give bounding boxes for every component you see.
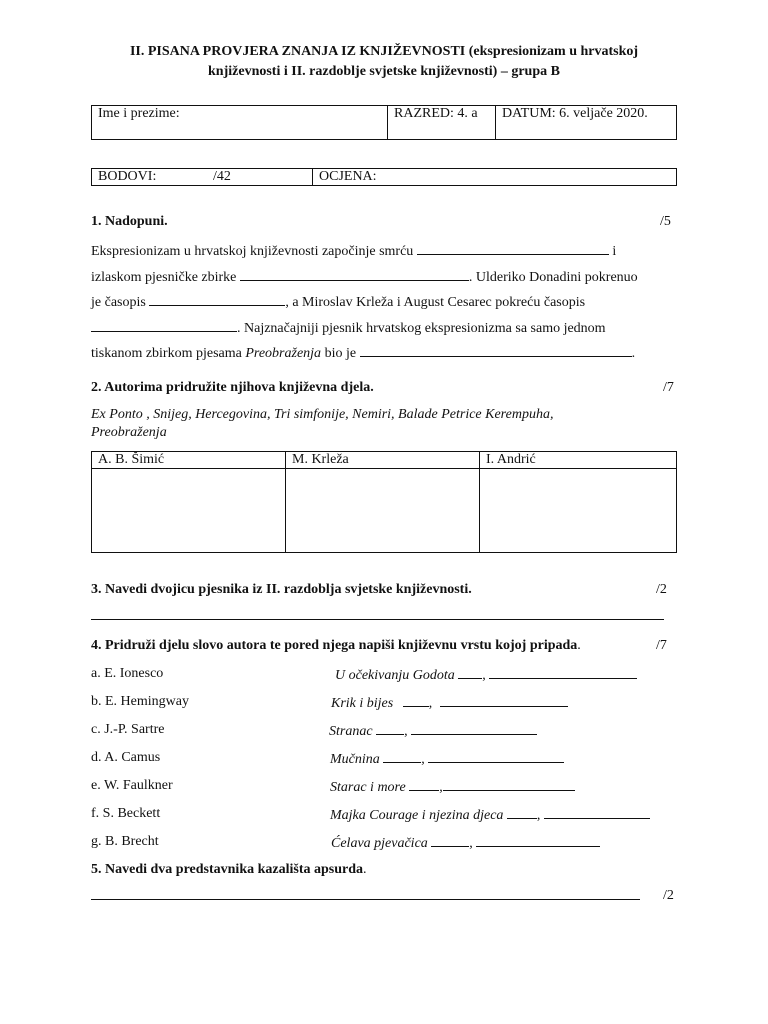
q4-work-row-e: Starac i more , <box>330 777 575 797</box>
q4-work-row-g: Ćelava pjevačica , <box>331 833 600 853</box>
q1-title: 1. Nadopuni. <box>91 214 168 229</box>
q2-title: 2. Autorima pridružite njihova književna djela. <box>91 380 374 395</box>
q3-title: 3. Navedi dvojicu pjesnika iz II. razdoblja svjetske književnosti. <box>91 582 472 597</box>
name-cell[interactable] <box>92 106 388 140</box>
points-max: /42 <box>213 169 231 184</box>
q1-blank-2[interactable] <box>240 267 469 281</box>
q1-line-1: Ekspresionizam u hrvatskoj književnosti započinje smrću i <box>91 241 616 261</box>
q4-genre-blank-a[interactable] <box>489 665 637 679</box>
q4-genre-blank-d[interactable] <box>428 749 564 763</box>
q2-points: /7 <box>663 380 674 395</box>
date-cell <box>496 106 677 140</box>
q4-author-a: a. E. Ionesco <box>91 666 164 681</box>
date-label: DATUM: 6. veljače 2020. <box>502 106 648 121</box>
q4-points: /7 <box>656 638 667 653</box>
class-label: RAZRED: 4. a <box>394 106 478 121</box>
q4-work-row-a: U očekivanju Godota , <box>335 665 637 685</box>
q4-genre-blank-c[interactable] <box>411 721 537 735</box>
q2-col-krleza: M. Krleža <box>286 452 480 469</box>
q4-genre-blank-e[interactable] <box>443 777 575 791</box>
q4-letter-blank-a[interactable] <box>458 665 482 679</box>
points-label: BODOVI: <box>98 169 157 184</box>
q2-works-line-1: Ex Ponto , Snijeg, Hercegovina, Tri simfonije, Nemiri, Balade Petrice Kerempuha, <box>91 407 554 422</box>
title-line-2: književnosti i II. razdoblje svjetske književnosti) – grupa B <box>208 64 560 79</box>
q2-answer-krleza[interactable] <box>286 469 480 553</box>
q4-author-f: f. S. Beckett <box>91 806 161 821</box>
grade-label: OCJENA: <box>319 169 377 184</box>
q4-genre-blank-g[interactable] <box>476 833 600 847</box>
q4-author-g: g. B. Brecht <box>91 834 159 849</box>
q2-answer-andric[interactable] <box>480 469 677 553</box>
title-line-1: II. PISANA PROVJERA ZNANJA IZ KNJIŽEVNOSTI (ekspresionizam u hrvatskoj <box>129 44 639 59</box>
q4-author-d: d. A. Camus <box>91 750 161 765</box>
q4-letter-blank-d[interactable] <box>383 749 421 763</box>
q2-answer-simic[interactable] <box>92 469 286 553</box>
q1-points: /5 <box>660 214 671 229</box>
q4-letter-blank-c[interactable] <box>376 721 404 735</box>
q1-italic-work: Preobraženja <box>245 346 322 361</box>
q2-works-line-2: Preobraženja <box>91 425 167 440</box>
q1-blank-1[interactable] <box>417 241 609 255</box>
q5-title: 5. Navedi dva predstavnika kazališta apsurda <box>91 862 364 877</box>
q1-blank-3[interactable] <box>149 292 285 306</box>
q4-letter-blank-e[interactable] <box>409 777 439 791</box>
q4-work-row-f: Majka Courage i njezina djeca , <box>330 805 650 825</box>
q5-points: /2 <box>663 888 674 903</box>
q1-blank-4[interactable] <box>91 318 237 332</box>
q3-answer-line[interactable] <box>91 619 664 620</box>
q4-author-c: c. J.-P. Sartre <box>91 722 165 737</box>
grade-cell[interactable] <box>313 169 677 186</box>
q4-author-b: b. E. Hemingway <box>91 694 189 709</box>
q4-genre-blank-b[interactable] <box>440 693 568 707</box>
page-title <box>0 42 768 82</box>
q1-line-4: . Najznačajniji pjesnik hrvatskog ekspresionizma sa samo jednom <box>91 318 606 338</box>
q4-letter-blank-f[interactable] <box>507 805 537 819</box>
q2-col-andric: I. Andrić <box>480 452 677 469</box>
score-table <box>91 168 677 186</box>
info-table <box>91 105 677 140</box>
q4-author-e: e. W. Faulkner <box>91 778 173 793</box>
q4-title: 4. Pridruži djelu slovo autora te pored njega napiši književnu vrstu kojoj pripada <box>91 638 578 653</box>
class-cell <box>388 106 496 140</box>
q4-work-row-c: Stranac , <box>329 721 537 741</box>
points-cell[interactable] <box>92 169 313 186</box>
q2-col-simic: A. B. Šimić <box>92 452 286 469</box>
q5-title-row: 5. Navedi dva predstavnika kazališta apsurda. <box>91 862 367 877</box>
q1-line-5: tiskanom zbirkom pjesama Preobraženja bio je . <box>91 343 635 363</box>
q1-line-2: izlaskom pjesničke zbirke . Ulderiko Donadini pokrenuo <box>91 267 638 287</box>
q3-points: /2 <box>656 582 667 597</box>
name-label: Ime i prezime: <box>98 106 180 121</box>
q5-answer-line[interactable] <box>91 899 640 900</box>
q4-work-row-b: Krik i bijes , <box>331 693 568 713</box>
q4-letter-blank-b[interactable] <box>403 693 429 707</box>
q4-work-row-d: Mučnina , <box>330 749 564 769</box>
q4-genre-blank-f[interactable] <box>544 805 650 819</box>
q1-line-3: je časopis , a Miroslav Krleža i August Cesarec pokreću časopis <box>91 292 585 312</box>
q1-blank-5[interactable] <box>360 343 632 357</box>
q2-authors-table <box>91 451 677 553</box>
q4-title-row: 4. Pridruži djelu slovo autora te pored njega napiši književnu vrstu kojoj pripada. <box>91 638 581 653</box>
q4-letter-blank-g[interactable] <box>431 833 469 847</box>
